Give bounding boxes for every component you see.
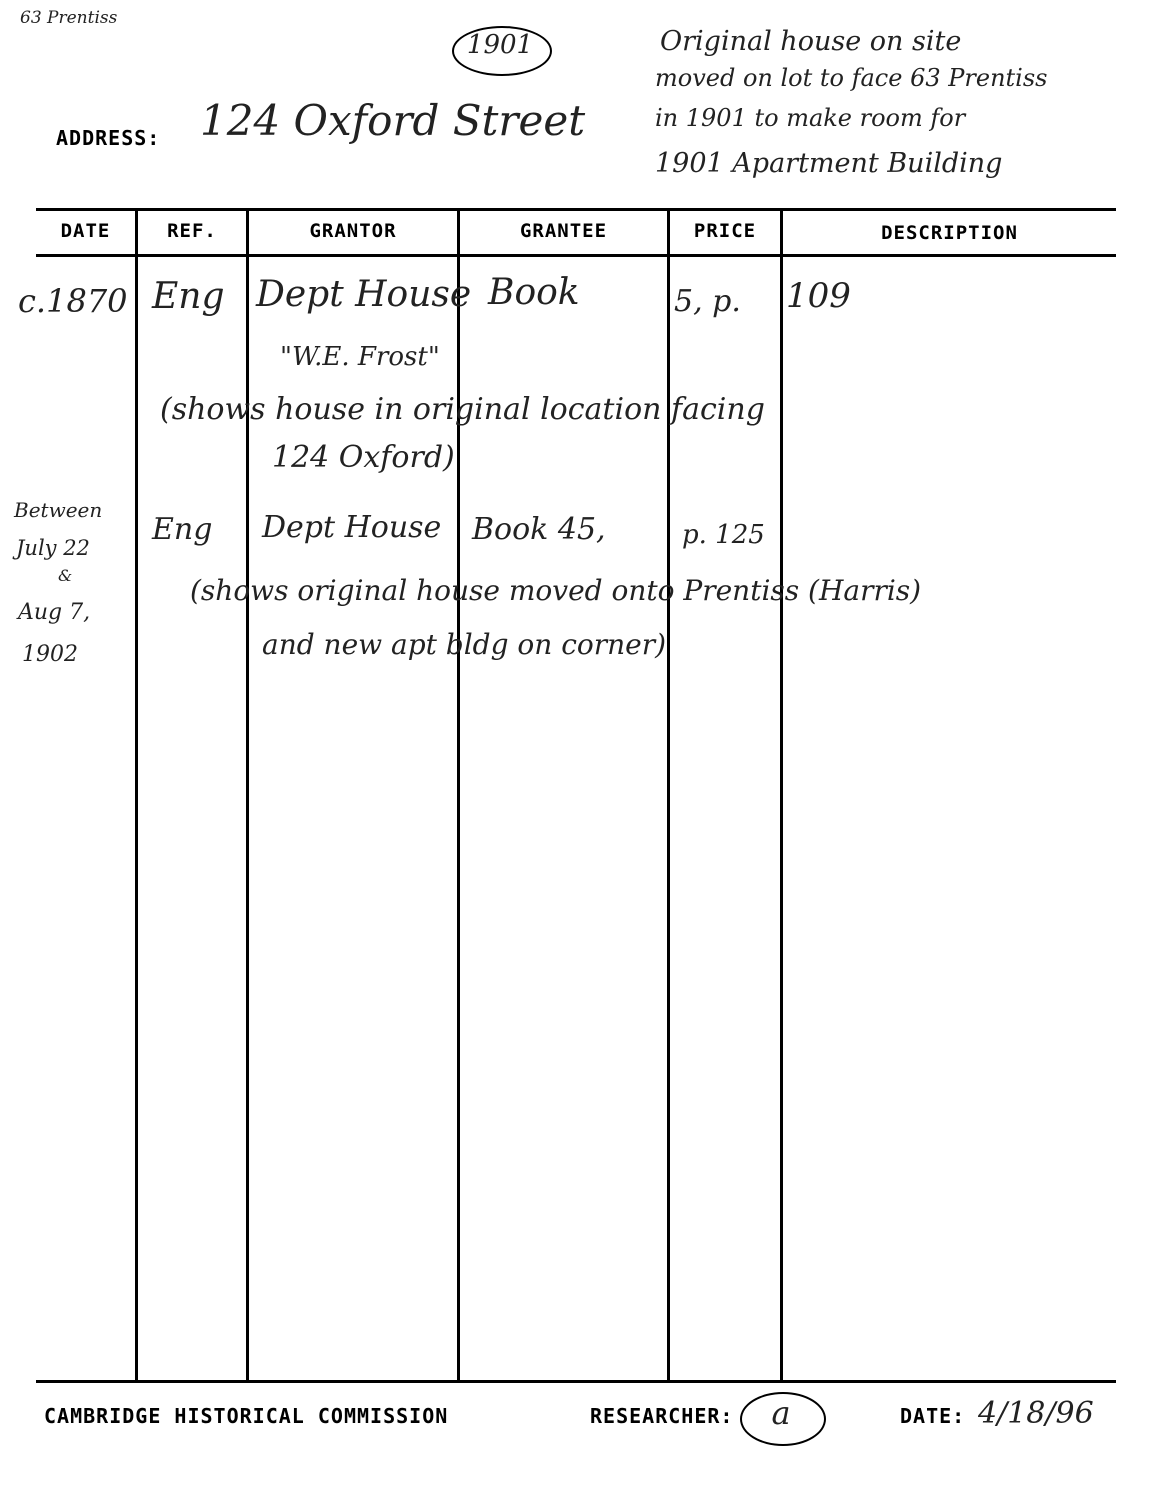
entry1-grantee: Book <box>488 272 580 313</box>
corner-note: 63 Prentiss <box>20 8 118 28</box>
header-description: DESCRIPTION <box>881 222 1018 244</box>
col-divider-grantee <box>667 208 670 1382</box>
col-divider-grantor <box>457 208 460 1382</box>
col-divider-price <box>780 208 783 1382</box>
entry1-ref: Eng <box>152 276 225 317</box>
header-date: DATE <box>60 220 111 242</box>
entry1-price: 5, p. <box>674 284 741 319</box>
entry1-date: c.1870 <box>18 282 128 320</box>
circled-year: 1901 <box>466 30 534 60</box>
entry1-description: 109 <box>786 276 851 316</box>
entry2-ref: Eng <box>152 512 213 547</box>
entry1-note-3: 124 Oxford) <box>272 440 455 475</box>
researcher-value: a <box>771 1394 791 1432</box>
header-ref: REF. <box>167 220 217 242</box>
entry2-note-1: (shows original house moved onto Prentiss (Harris) <box>190 574 922 607</box>
entry2-date-line-2: July 22 <box>16 536 90 560</box>
entry2-price: p. 125 <box>682 520 765 550</box>
top-note-line-2: moved on lot to face 63 Prentiss <box>655 64 1048 92</box>
col-divider-date <box>135 208 138 1382</box>
table-bottom-rule <box>36 1380 1116 1383</box>
table-top-rule <box>36 208 1116 211</box>
entry2-grantee: Book 45, <box>472 512 606 547</box>
footer-organization: CAMBRIDGE HISTORICAL COMMISSION <box>44 1404 449 1428</box>
entry1-note-2: (shows house in original location facing <box>160 392 765 427</box>
entry2-date-line-4: Aug 7, <box>18 600 91 625</box>
entry1-grantor: Dept House <box>256 274 472 315</box>
date-label: DATE: <box>900 1404 966 1428</box>
header-grantor: GRANTOR <box>309 220 397 242</box>
entry2-grantor: Dept House <box>262 510 442 545</box>
entry2-date-line-3: & <box>58 566 73 585</box>
entry2-note-2: and new apt bldg on corner) <box>262 628 667 661</box>
header-bottom-rule <box>36 254 1116 257</box>
researcher-label: RESEARCHER: <box>590 1404 734 1428</box>
entry2-date-line-1: Between <box>14 498 103 522</box>
entry1-note-1: "W.E. Frost" <box>280 342 440 372</box>
top-note-line-1: Original house on site <box>660 26 962 57</box>
header-price: PRICE <box>693 220 757 242</box>
address-value: 124 Oxford Street <box>200 96 586 145</box>
address-label: ADDRESS: <box>56 126 161 150</box>
top-note-line-3: in 1901 to make room for <box>655 104 966 132</box>
entry2-date-line-5: 1902 <box>22 642 78 667</box>
date-value: 4/18/96 <box>978 1396 1094 1431</box>
top-note-line-4: 1901 Apartment Building <box>655 148 1003 179</box>
header-grantee: GRANTEE <box>519 220 608 242</box>
col-divider-ref <box>246 208 249 1382</box>
